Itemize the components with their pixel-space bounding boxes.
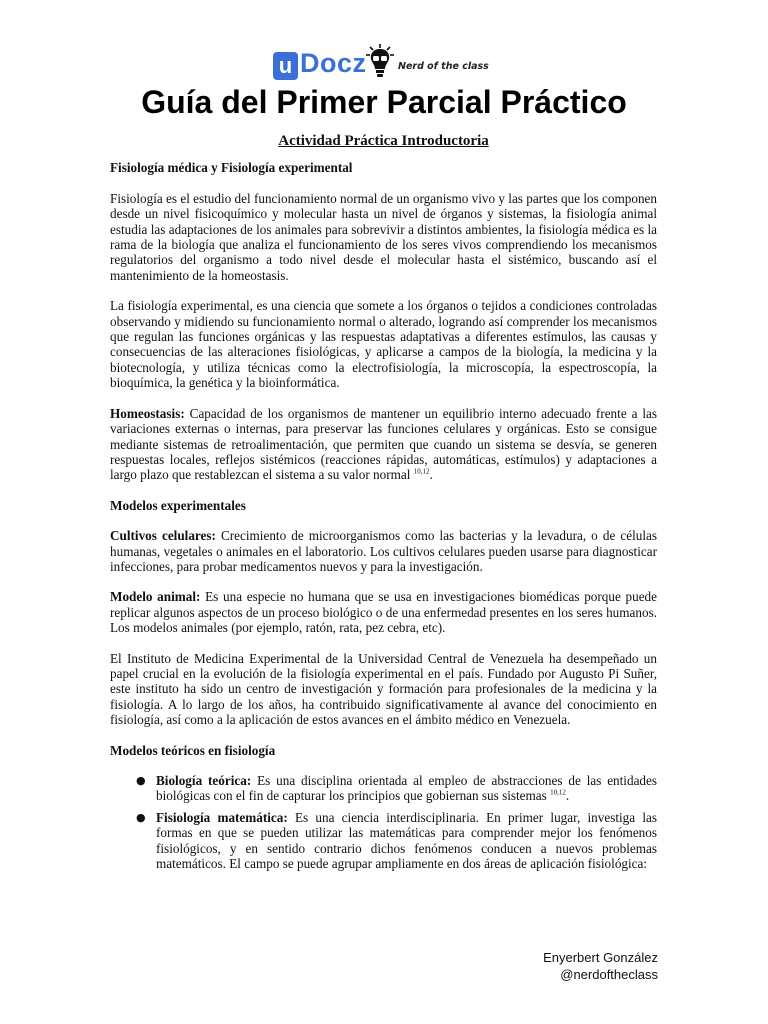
section-heading-modelos-teoricos: Modelos teóricos en fisiología <box>110 742 276 758</box>
citation-ref: 10,12 <box>413 467 430 476</box>
udocz-logo-icon: u <box>273 52 298 80</box>
paragraph-fisiologia: Fisiología es el estudio del funcionamiento normal de un organismo vivo y las partes que los componen desde un nivel fisicoquímico y molecular hasta un nivel de órganos y sistemas, la fisiología animal estudia las adaptaciones de los animales para sobrevivir a distintos ambientes, la fisiología médica es la rama de la biología que analiza el funcionamiento de los seres vivos comprendiendo los mecanismos regulatorios del organismo a todo nivel desde el molecular hasta el sistémico, buscando así el mantenimiento de la homeostasis. <box>110 190 657 283</box>
page-title: Guía del Primer Parcial Práctico <box>141 84 627 120</box>
bullet-icon: ● <box>136 774 146 787</box>
term-homeostasis: Homeostasis: <box>110 405 185 421</box>
document-subtitle: Actividad Práctica Introductoria <box>278 133 489 149</box>
document-body <box>110 134 657 877</box>
list-item-term: Fisiología matemática: <box>156 809 288 825</box>
list-item <box>110 810 657 872</box>
list-item <box>110 773 657 804</box>
definition-modelo-animal: Es una especie no humana que se usa en investigaciones biomédicas porque puede replicar algunos aspectos de un proceso biológico o de una enfermedad presentes en los seres humanos. Los modelos animales (por ejemplo, ratón, rata, pez cebra, etc). <box>110 589 658 636</box>
author-name: Enyerbert González <box>543 950 658 965</box>
definition-cultivos: Crecimiento de microorganismos como las bacterias y la levadura, o de células humanas, vegetales o animales en el laboratorio. Los cultivos celulares pueden usarse para diagnosticar infecciones, para probar medicamentos nuevos y para la investigación. <box>110 528 657 574</box>
udocz-logo-text: Docz <box>300 48 367 78</box>
lightbulb-nerd-icon <box>366 44 394 78</box>
paragraph-modelo-animal <box>110 589 657 635</box>
list-item-term: Biología teórica: <box>156 773 252 788</box>
citation-ref: 10,12 <box>550 789 566 798</box>
sentence-end: . <box>565 788 570 804</box>
list-item-text: Es una ciencia interdisciplinaria. En primer lugar, investiga las formas en que se pueden utilizar las matemáticas para comprender mejor los fenómenos fisiológicos, y en sentido contrario dichos fenómenos conducen a nuevos problemas matemáticos. El campo se puede agrupar ampliamente en dos áreas de aplicación fisiológica: <box>156 809 657 872</box>
section-heading-fisiologia: Fisiología médica y Fisiología experimental <box>110 160 353 176</box>
term-modelo-animal: Modelo animal: <box>110 589 201 605</box>
author-handle: @nerdoftheclass <box>560 967 658 982</box>
paragraph-fisiologia-experimental: La fisiología experimental, es una ciencia que somete a los órganos o tejidos a condiciones controladas observando y midiendo su funcionamiento normal o alterado, logrando así comprender los mecanismos que regulan las funciones orgánicas y las respuestas adaptativas a diferentes estímulos, las causas y consecuencias de las alteraciones fisiológicas, y aplicarse a campos de la biología, la medicina y la biotecnología, y utiliza técnicas como la electrofisiología, la microscopía, la espectroscopía, la bioquímica, la genética y la bioinformática. <box>110 298 657 391</box>
theoretical-models-list <box>110 773 657 871</box>
term-cultivos: Cultivos celulares: <box>110 528 216 544</box>
definition-homeostasis: Capacidad de los organismos de mantener un equilibrio interno adecuado frente a las variaciones externas o internas, para preservar las funciones celulares y orgánicas. Esto se consigue mediante sistemas de retroalimentación, que permiten que cuando un sistema se desvía, se generen respuestas locales, reflejos sistémicos (reacciones rápidas, automáticas, estímulos) y adaptaciones a largo plazo que restablezcan el sistema a su valor normal <box>110 405 657 483</box>
sentence-end: . <box>429 467 433 483</box>
paragraph-instituto: El Instituto de Medicina Experimental de la Universidad Central de Venezuela ha desempeñado un papel crucial en la evolución de la fisiología experimental en el país. Fundado por Augusto Pi Suñer, este instituto ha sido un centro de investigación y formación para profesionales de la medicina y la fisiología. A lo largo de los años, ha contribuido significativamente al avance del conocimiento en fisiología, así como a la aplicación de estos avances en el ámbito médico en Venezuela. <box>110 650 657 728</box>
bullet-icon: ● <box>136 810 146 824</box>
paragraph-homeostasis <box>110 406 657 483</box>
page-footer <box>543 949 658 983</box>
page-header <box>0 42 768 82</box>
paragraph-cultivos <box>110 528 657 574</box>
tagline: Nerd of the class <box>398 61 489 72</box>
section-heading-modelos-experimentales: Modelos experimentales <box>110 497 246 513</box>
list-item-text: Es una disciplina orientada al empleo de abstracciones de las entidades biológicas con el fin de capturar los principios que gobiernan sus sistemas <box>156 773 658 804</box>
